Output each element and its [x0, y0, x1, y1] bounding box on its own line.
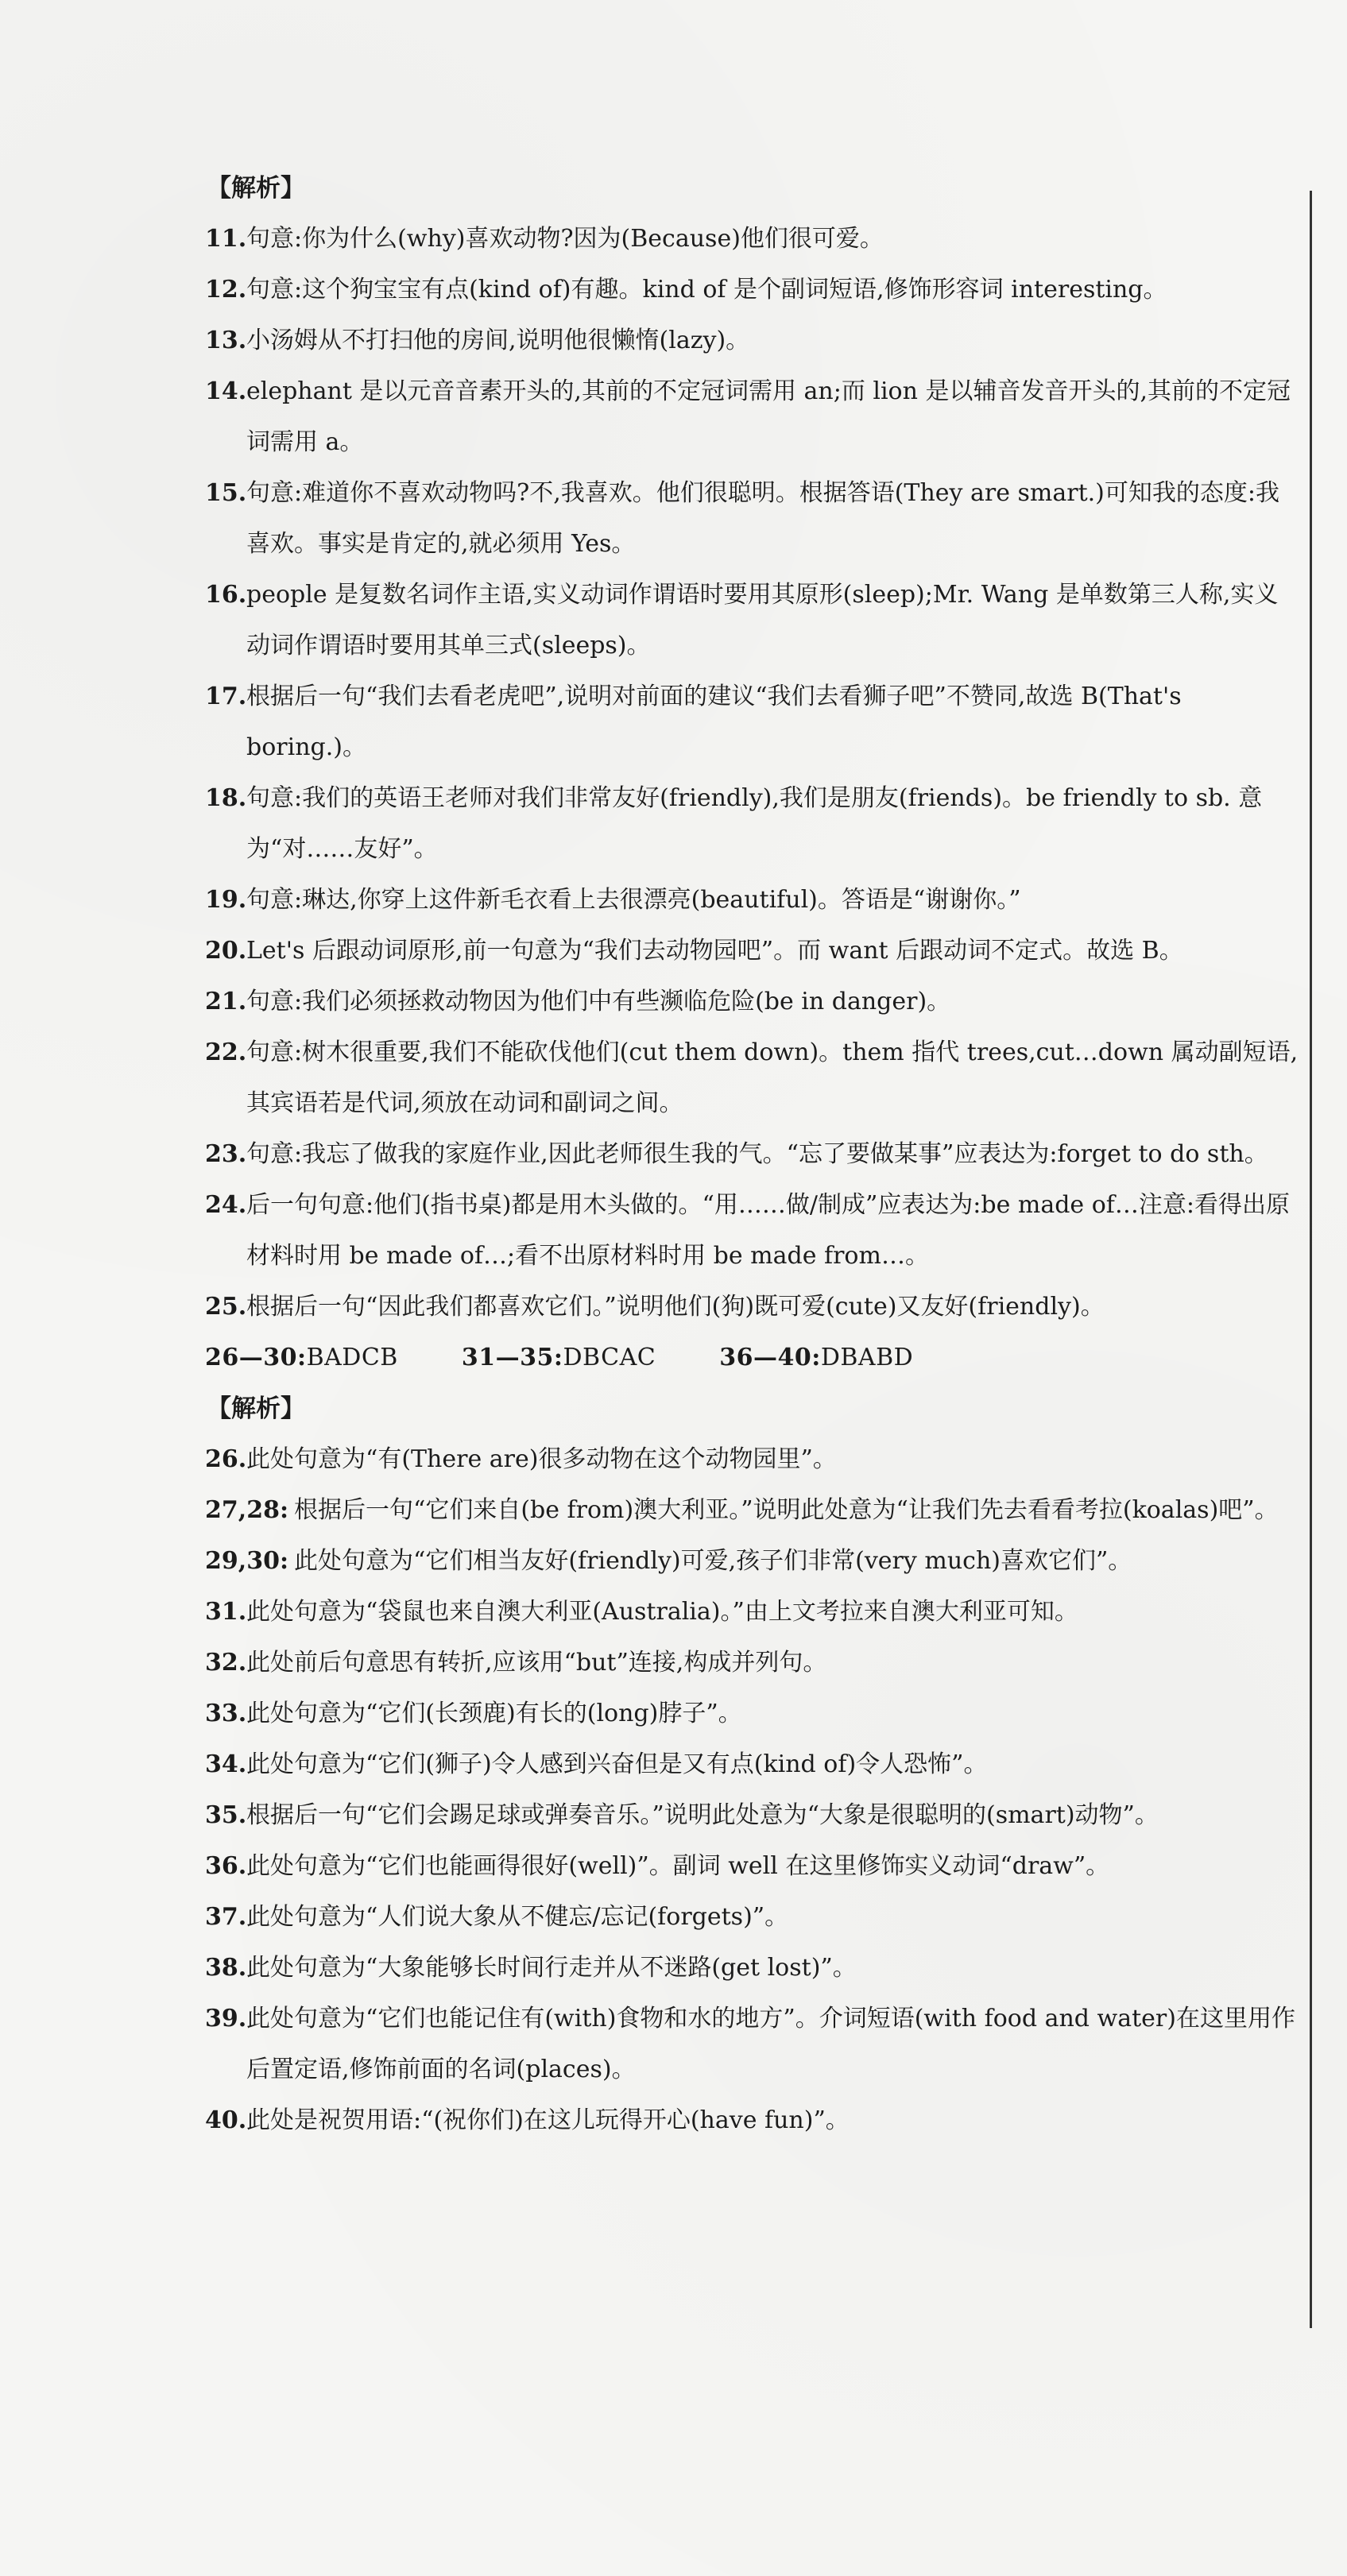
item-number: 33. [205, 1700, 247, 1727]
item-number: 29,30: [205, 1547, 289, 1575]
item-text: 小汤姆从不打扫他的房间,说明他很懒惰(lazy)。 [246, 327, 750, 354]
explanation-item [205, 570, 1302, 671]
answer-value: DBCAC [563, 1344, 656, 1371]
answer-key [205, 1332, 1302, 1383]
explanation-item [205, 1180, 1302, 1282]
item-text: 此处句意为“它们相当友好(friendly)可爱,孩子们非常(very much)喜欢它们”。 [294, 1547, 1132, 1575]
answer-range-label: 36—40: [719, 1344, 821, 1371]
item-number: 32. [205, 1649, 247, 1677]
item-text: 句意:琳达,你穿上这件新毛衣看上去很漂亮(beautiful)。答语是“谢谢你。” [246, 886, 1021, 914]
section2-list [205, 1434, 1302, 2146]
item-text: 此处句意为“它们也能记住有(with)食物和水的地方”。介词短语(with food and water)在这里用作后置定语,修饰前面的名词(places)。 [246, 2005, 1295, 2083]
item-text: elephant 是以元音音素开头的,其前的不定冠词需用 an;而 lion 是以辅音发音开头的,其前的不定冠词需用 a。 [246, 377, 1291, 456]
item-text: 根据后一句“它们会踢足球或弹奏音乐。”说明此处意为“大象是很聪明的(smart)动物”。 [246, 1801, 1159, 1829]
explanation-item [205, 2095, 1302, 2146]
item-number: 36. [205, 1852, 247, 1880]
explanation-item [205, 1688, 1302, 1739]
item-number: 24. [205, 1191, 247, 1219]
item-number: 39. [205, 2005, 247, 2033]
item-text: 句意:我们必须拯救动物因为他们中有些濒临危险(be in danger)。 [246, 988, 951, 1015]
explanation-item [205, 214, 1302, 265]
item-number: 37. [205, 1903, 247, 1931]
explanation-item [205, 1790, 1302, 1841]
explanation-item [205, 1892, 1302, 1943]
answer-value: BADCB [306, 1344, 398, 1371]
item-number: 17. [205, 683, 247, 710]
explanation-item [205, 1536, 1302, 1587]
item-text: 句意:树木很重要,我们不能砍伐他们(cut them down)。them 指代 trees,cut…down 属动副短语,其宾语若是代词,须放在动词和副词之间。 [246, 1039, 1299, 1117]
item-text: 句意:你为什么(why)喜欢动物?因为(Because)他们很可爱。 [246, 225, 884, 253]
section1-heading: 【解析】 [207, 174, 305, 203]
explanation-item [205, 1638, 1302, 1688]
explanation-item [205, 366, 1302, 468]
item-text: 此处是祝贺用语:“(祝你们)在这儿玩得开心(have fun)”。 [246, 2106, 850, 2134]
explanation-item [205, 671, 1302, 773]
item-number: 38. [205, 1954, 247, 1982]
section2-heading: 【解析】 [207, 1394, 305, 1423]
content [205, 163, 1302, 2146]
item-number: 35. [205, 1801, 247, 1829]
item-number: 34. [205, 1750, 247, 1778]
explanation-item [205, 875, 1302, 926]
item-number: 22. [205, 1039, 247, 1066]
explanation-item [205, 468, 1302, 570]
answer-group-26-30 [205, 1332, 398, 1383]
item-text: people 是复数名词作主语,实义动词作谓语时要用其原形(sleep);Mr. Wang 是单数第三人称,实义动词作谓语时要用其单三式(sleeps)。 [246, 581, 1279, 659]
explanation-item [205, 1434, 1302, 1485]
item-text: 根据后一句“因此我们都喜欢它们。”说明他们(狗)既可爱(cute)又友好(friendly)。 [246, 1293, 1105, 1321]
item-number: 18. [205, 784, 247, 812]
explanation-item [205, 1739, 1302, 1790]
margin-rule [1310, 191, 1312, 2328]
answer-group-31-35 [462, 1332, 656, 1383]
item-number: 25. [205, 1293, 247, 1321]
item-number: 16. [205, 581, 247, 609]
item-text: Let's 后跟动词原形,前一句意为“我们去动物园吧”。而 want 后跟动词不定式。故选 B。 [246, 937, 1183, 965]
item-number: 40. [205, 2106, 247, 2134]
item-number: 26. [205, 1445, 247, 1473]
item-number: 12. [205, 276, 247, 304]
item-number: 13. [205, 327, 247, 354]
explanation-item [205, 1841, 1302, 1892]
explanation-item [205, 1129, 1302, 1180]
answer-range-label: 26—30: [205, 1344, 307, 1371]
item-number: 21. [205, 988, 247, 1015]
item-text: 此处句意为“人们说大象从不健忘/忘记(forgets)”。 [246, 1903, 789, 1931]
explanation-item [205, 1027, 1302, 1129]
item-text: 句意:难道你不喜欢动物吗?不,我喜欢。他们很聪明。根据答语(They are smart.)可知我的态度:我喜欢。事实是肯定的,就必须用 Yes。 [246, 479, 1279, 558]
item-number: 27,28: [205, 1496, 289, 1524]
item-text: 后一句句意:他们(指书桌)都是用木头做的。“用……做/制成”应表达为:be made of…注意:看得出原材料时用 be made of…;看不出原材料时用 be made from…。 [246, 1191, 1290, 1270]
item-text: 根据后一句“它们来自(be from)澳大利亚。”说明此处意为“让我们先去看看考拉(koalas)吧”。 [294, 1496, 1279, 1524]
item-number: 23. [205, 1140, 247, 1168]
item-text: 此处句意为“它们(长颈鹿)有长的(long)脖子”。 [246, 1700, 742, 1727]
answer-value: DBABD [820, 1344, 914, 1371]
item-text: 句意:我忘了做我的家庭作业,因此老师很生我的气。“忘了要做某事”应表达为:forget to do sth。 [246, 1140, 1268, 1168]
item-text: 此处句意为“它们(狮子)令人感到兴奋但是又有点(kind of)令人恐怖”。 [246, 1750, 988, 1778]
item-text: 句意:这个狗宝宝有点(kind of)有趣。kind of 是个副词短语,修饰形容词 interesting。 [246, 276, 1167, 304]
item-text: 此处前后句意思有转折,应该用“but”连接,构成并列句。 [246, 1649, 827, 1677]
explanation-item [205, 773, 1302, 875]
explanation-item [205, 1943, 1302, 1994]
explanation-item [205, 1994, 1302, 2095]
item-number: 20. [205, 937, 247, 965]
item-text: 此处句意为“袋鼠也来自澳大利亚(Australia)。”由上文考拉来自澳大利亚可知。 [246, 1598, 1078, 1626]
item-text: 此处句意为“大象能够长时间行走并从不迷路(get lost)”。 [246, 1954, 857, 1982]
item-number: 15. [205, 479, 247, 507]
item-text: 根据后一句“我们去看老虎吧”,说明对前面的建议“我们去看狮子吧”不赞同,故选 B(That's boring.)。 [246, 683, 1182, 761]
explanation-item [205, 1587, 1302, 1638]
item-text: 句意:我们的英语王老师对我们非常友好(friendly),我们是朋友(friends)。be friendly to sb. 意为“对……友好”。 [246, 784, 1263, 863]
explanation-item [205, 926, 1302, 977]
answer-range-label: 31—35: [461, 1344, 563, 1371]
explanation-item [205, 1485, 1302, 1536]
explanation-item [205, 315, 1302, 366]
explanation-item [205, 265, 1302, 315]
item-text: 此处句意为“它们也能画得很好(well)”。副词 well 在这里修饰实义动词“draw”。 [246, 1852, 1110, 1880]
section1-list [205, 214, 1302, 1332]
item-number: 11. [205, 225, 247, 253]
explanation-item [205, 977, 1302, 1027]
item-text: 此处句意为“有(There are)很多动物在这个动物园里”。 [246, 1445, 837, 1473]
item-number: 19. [205, 886, 247, 914]
answer-group-36-40 [719, 1332, 913, 1383]
explanation-item [205, 1282, 1302, 1332]
item-number: 14. [205, 377, 247, 405]
item-number: 31. [205, 1598, 247, 1626]
